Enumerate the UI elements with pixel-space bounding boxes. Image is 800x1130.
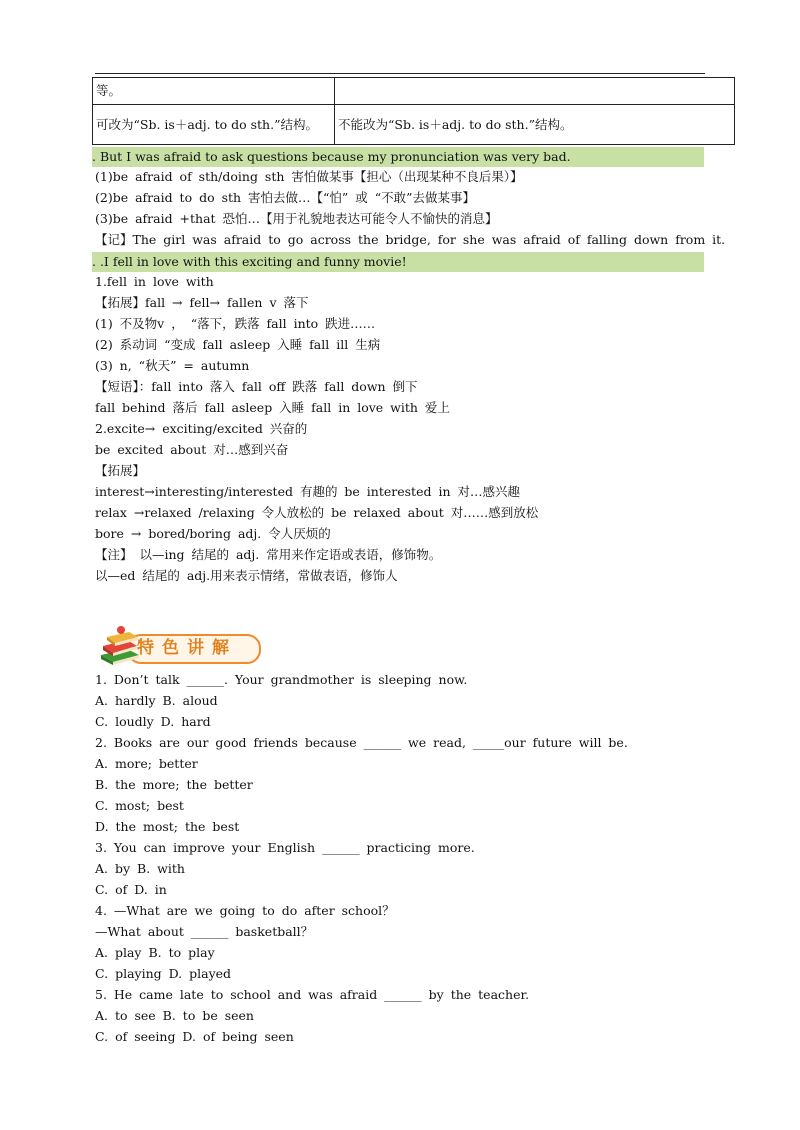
table-cell: 可改为“Sb. is＋adj. to do sth.”结构。 — [93, 105, 335, 145]
top-rule — [95, 73, 705, 74]
note-line: 2.excite→ exciting/excited 兴奋的 — [95, 421, 308, 436]
exercise-option: A. hardly B. aloud — [95, 693, 218, 708]
exercise-option: C. most; best — [95, 798, 184, 813]
note-line: 【注】 以—ing 结尾的 adj. 常用来作定语或表语，修饰物。 — [95, 547, 442, 562]
note-line: (2)be afraid to do sth 害怕去做…【“怕” 或 “不敢”去做某事】 — [95, 190, 476, 205]
exercise-option: A. by B. with — [95, 861, 185, 876]
note-line: (3) n, “秋天” = autumn — [95, 358, 250, 373]
exercise-option: C. of seeing D. of being seen — [95, 1029, 294, 1044]
highlight-band — [92, 147, 704, 167]
note-line: (2) 系动词 “变成 fall asleep 入睡 fall ill 生病 — [95, 337, 381, 352]
note-line: 以—ed 结尾的 adj.用来表示情绪，常做表语，修饰人 — [95, 568, 398, 583]
table-cell: 不能改为“Sb. is＋adj. to do sth.”结构。 — [335, 105, 735, 145]
section-title: 特色讲解 — [137, 638, 237, 658]
exercise-option: A. play B. to play — [95, 945, 215, 960]
exercise-option: D. the most; the best — [95, 819, 240, 834]
table-row — [93, 105, 735, 145]
note-line: 【短语】：fall into 落入 fall off 跌落 fall down 倒下 — [95, 379, 418, 394]
table-cell: 等。 — [93, 78, 335, 105]
note-line: bore → bored/boring adj. 令人厌烦的 — [95, 526, 331, 541]
key-sentence: . .I fell in love with this exciting and funny movie! — [92, 254, 407, 269]
exercise-option: C. playing D. played — [95, 966, 232, 981]
exercise-line: 5. He came late to school and was afraid ______ by the teacher. — [95, 987, 530, 1002]
exercise-option: C. loudly D. hard — [95, 714, 211, 729]
comparison-table — [92, 77, 735, 145]
section-heading — [97, 625, 265, 665]
exercise-line: 3. You can improve your English ______ practicing more. — [95, 840, 475, 855]
note-line: fall behind 落后 fall asleep 入睡 fall in love with 爱上 — [95, 400, 450, 415]
exercise-option: B. the more; the better — [95, 777, 253, 792]
table-cell — [335, 78, 735, 105]
exercise-line: 1. Don’t talk ______. Your grandmother is sleeping now. — [95, 672, 468, 687]
highlight-band — [92, 252, 704, 272]
note-line: 1.fell in love with — [95, 274, 214, 289]
note-line: 【拓展】 — [95, 463, 146, 478]
exercise-option: A. to see B. to be seen — [95, 1008, 254, 1023]
exercise-line: 2. Books are our good friends because ______ we read, _____our future will be. — [95, 735, 628, 750]
note-line: (3)be afraid +that 恐怕…【用于礼貌地表达可能令人不愉快的消息】 — [95, 211, 498, 226]
note-line: interest→interesting/interested 有趣的 be interested in 对…感兴趣 — [95, 484, 520, 499]
key-sentence: . But I was afraid to ask questions because my pronunciation was very bad. — [92, 149, 571, 164]
exercise-option: C. of D. in — [95, 882, 167, 897]
note-line: be excited about 对…感到兴奋 — [95, 442, 289, 457]
exercise-line: 4. —What are we going to do after school？ — [95, 903, 395, 918]
exercise-line: —What about ______ basketball？ — [95, 924, 314, 939]
exercise-option: A. more; better — [95, 756, 198, 771]
note-line: (1)be afraid of sth/doing sth 害怕做某事【担心（出现某种不良后果）】 — [95, 169, 523, 184]
table-row — [93, 78, 735, 105]
note-line: relax →relaxed /relaxing 令人放松的 be relaxed about 对……感到放松 — [95, 505, 539, 520]
note-line: 【拓展】fall → fell→ fallen v 落下 — [95, 295, 309, 310]
note-line: 【记】The girl was afraid to go across the bridge, for she was afraid of falling down from it. — [95, 232, 726, 247]
note-line: (1) 不及物v ， “落下，跌落 fall into 跌进…… — [95, 316, 376, 331]
